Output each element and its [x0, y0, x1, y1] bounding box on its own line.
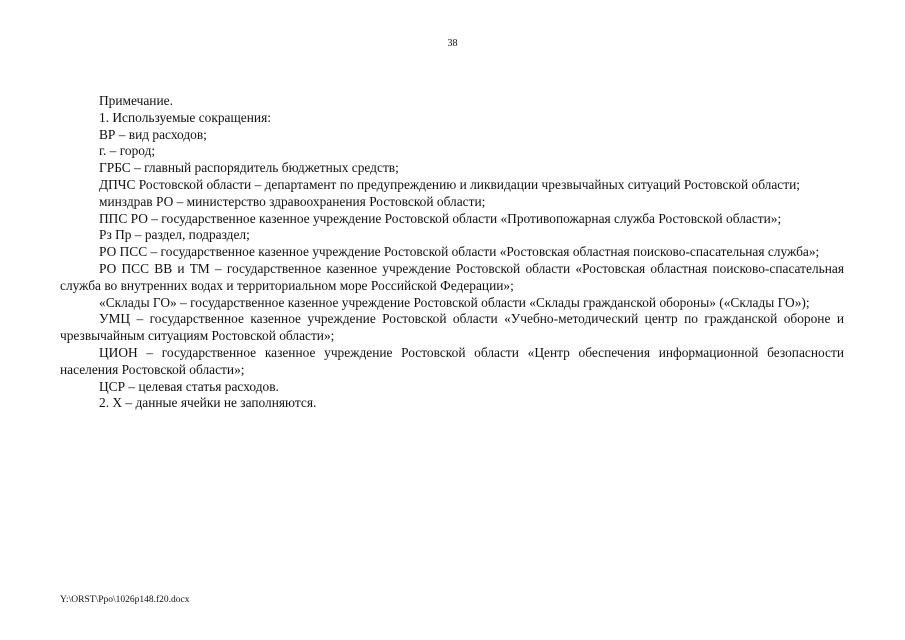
note-item-1-title: 1. Используемые сокращения: — [99, 109, 271, 125]
page-number: 38 — [447, 38, 458, 49]
note-section — [60, 93, 844, 412]
abbreviation-csr: ЦСР – целевая статья расходов. — [99, 378, 279, 394]
abbreviation-vr: ВР – вид расходов; — [99, 126, 207, 142]
abbreviation-sklady-go: «Склады ГО» – государственное казенное учреждение Ростовской области «Склады гражданской обороны» («Склады ГО»); — [99, 294, 810, 310]
abbreviation-cion: ЦИОН – государственное казенное учреждение Ростовской области «Центр обеспечения информационной безопасности населения Ростовской области»; — [60, 344, 844, 377]
abbreviation-rz-pr: Рз Пр – раздел, подраздел; — [99, 227, 250, 243]
note-heading: Примечание. — [99, 93, 173, 108]
abbreviation-pps-ro: ППС РО – государственное казенное учреждение Ростовской области «Противопожарная служба Ростовской области»; — [99, 210, 782, 226]
abbreviation-dpchs: ДПЧС Ростовской области – департамент по предупреждению и ликвидации чрезвычайных ситуаций Ростовской области; — [99, 176, 800, 192]
abbreviation-ro-pss: РО ПСС – государственное казенное учреждение Ростовской области «Ростовская областная поисково-спасательная служба»; — [99, 244, 820, 260]
abbreviation-ro-pss-vv-tm: РО ПСС ВВ и ТМ – государственное казенное учреждение Ростовской области «Ростовская областная поисково-спасательная служба во внутренних водах и территориальном море Российской Федерации»; — [60, 260, 844, 293]
abbreviation-minzdrav: минздрав РО – министерство здравоохранения Ростовской области; — [99, 193, 486, 209]
abbreviation-umc: УМЦ – государственное казенное учреждение Ростовской области «Учебно-методический центр по гражданской обороне и чрезвычайным ситуациям Ростовской области»; — [60, 311, 844, 344]
abbreviation-gorod: г. – город; — [99, 143, 156, 159]
note-item-2: 2. Х – данные ячейки не заполняются. — [99, 395, 317, 411]
abbreviation-grbs: ГРБС – главный распорядитель бюджетных средств; — [99, 160, 399, 176]
document-file-path: Y:\ORST\Ppo\1026p148.f20.docx — [60, 595, 190, 605]
